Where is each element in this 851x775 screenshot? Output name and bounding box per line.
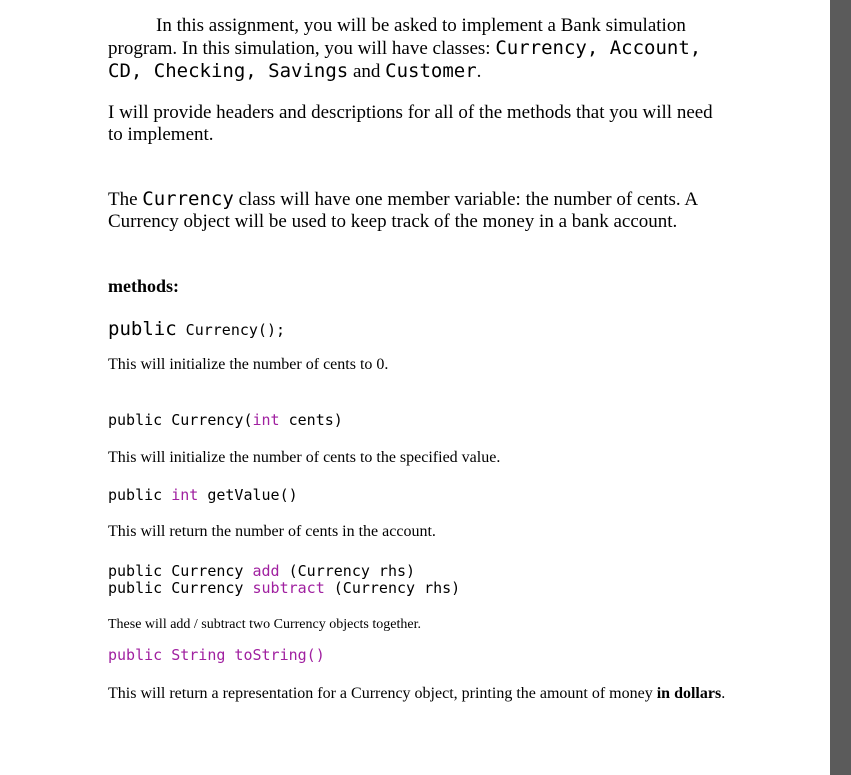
class-customer: Customer [385, 60, 477, 82]
intro-line-2: program. In this simulation, you will have classes: Currency, Account, [108, 37, 702, 59]
intro-paragraph [108, 15, 790, 83]
method2-description: This will initialize the number of cents to the specified value. [108, 449, 501, 466]
method1-signature: public Currency(); [108, 318, 286, 340]
headers-paragraph: I will provide headers and descriptions for all of the methods that you will need to implement. [108, 102, 713, 145]
method5-description: This will return a representation for a Currency object, printing the amount of money in dollars. [108, 685, 726, 702]
currency-paragraph: The Currency class will have one member variable: the number of cents. A Currency object will be used to keep track of the money in a bank account. [108, 188, 698, 232]
intro-line-1: In this assignment, you will be asked to implement a Bank simulation [156, 15, 686, 36]
method3-signature: public int getValue() [108, 486, 298, 504]
method4-signature-subtract: public Currency subtract (Currency rhs) [108, 579, 461, 597]
method4-signature-add: public Currency add (Currency rhs) [108, 562, 416, 580]
method1-description: This will initialize the number of cents to 0. [108, 356, 389, 373]
intro-line-3: CD, Checking, Savings and Customer. [108, 60, 482, 82]
viewer-background [830, 0, 851, 775]
method3-description: This will return the number of cents in the account. [108, 523, 436, 540]
class-list-b: CD, Checking, Savings [108, 60, 349, 82]
method4-description: These will add / subtract two Currency objects together. [108, 617, 421, 632]
method2-signature: public Currency(int cents) [108, 411, 343, 429]
class-list-a: Currency, Account, [495, 37, 702, 59]
method5-signature: public String toString() [108, 646, 325, 664]
methods-heading: methods: [108, 276, 179, 296]
currency-class-name: Currency [142, 188, 234, 210]
